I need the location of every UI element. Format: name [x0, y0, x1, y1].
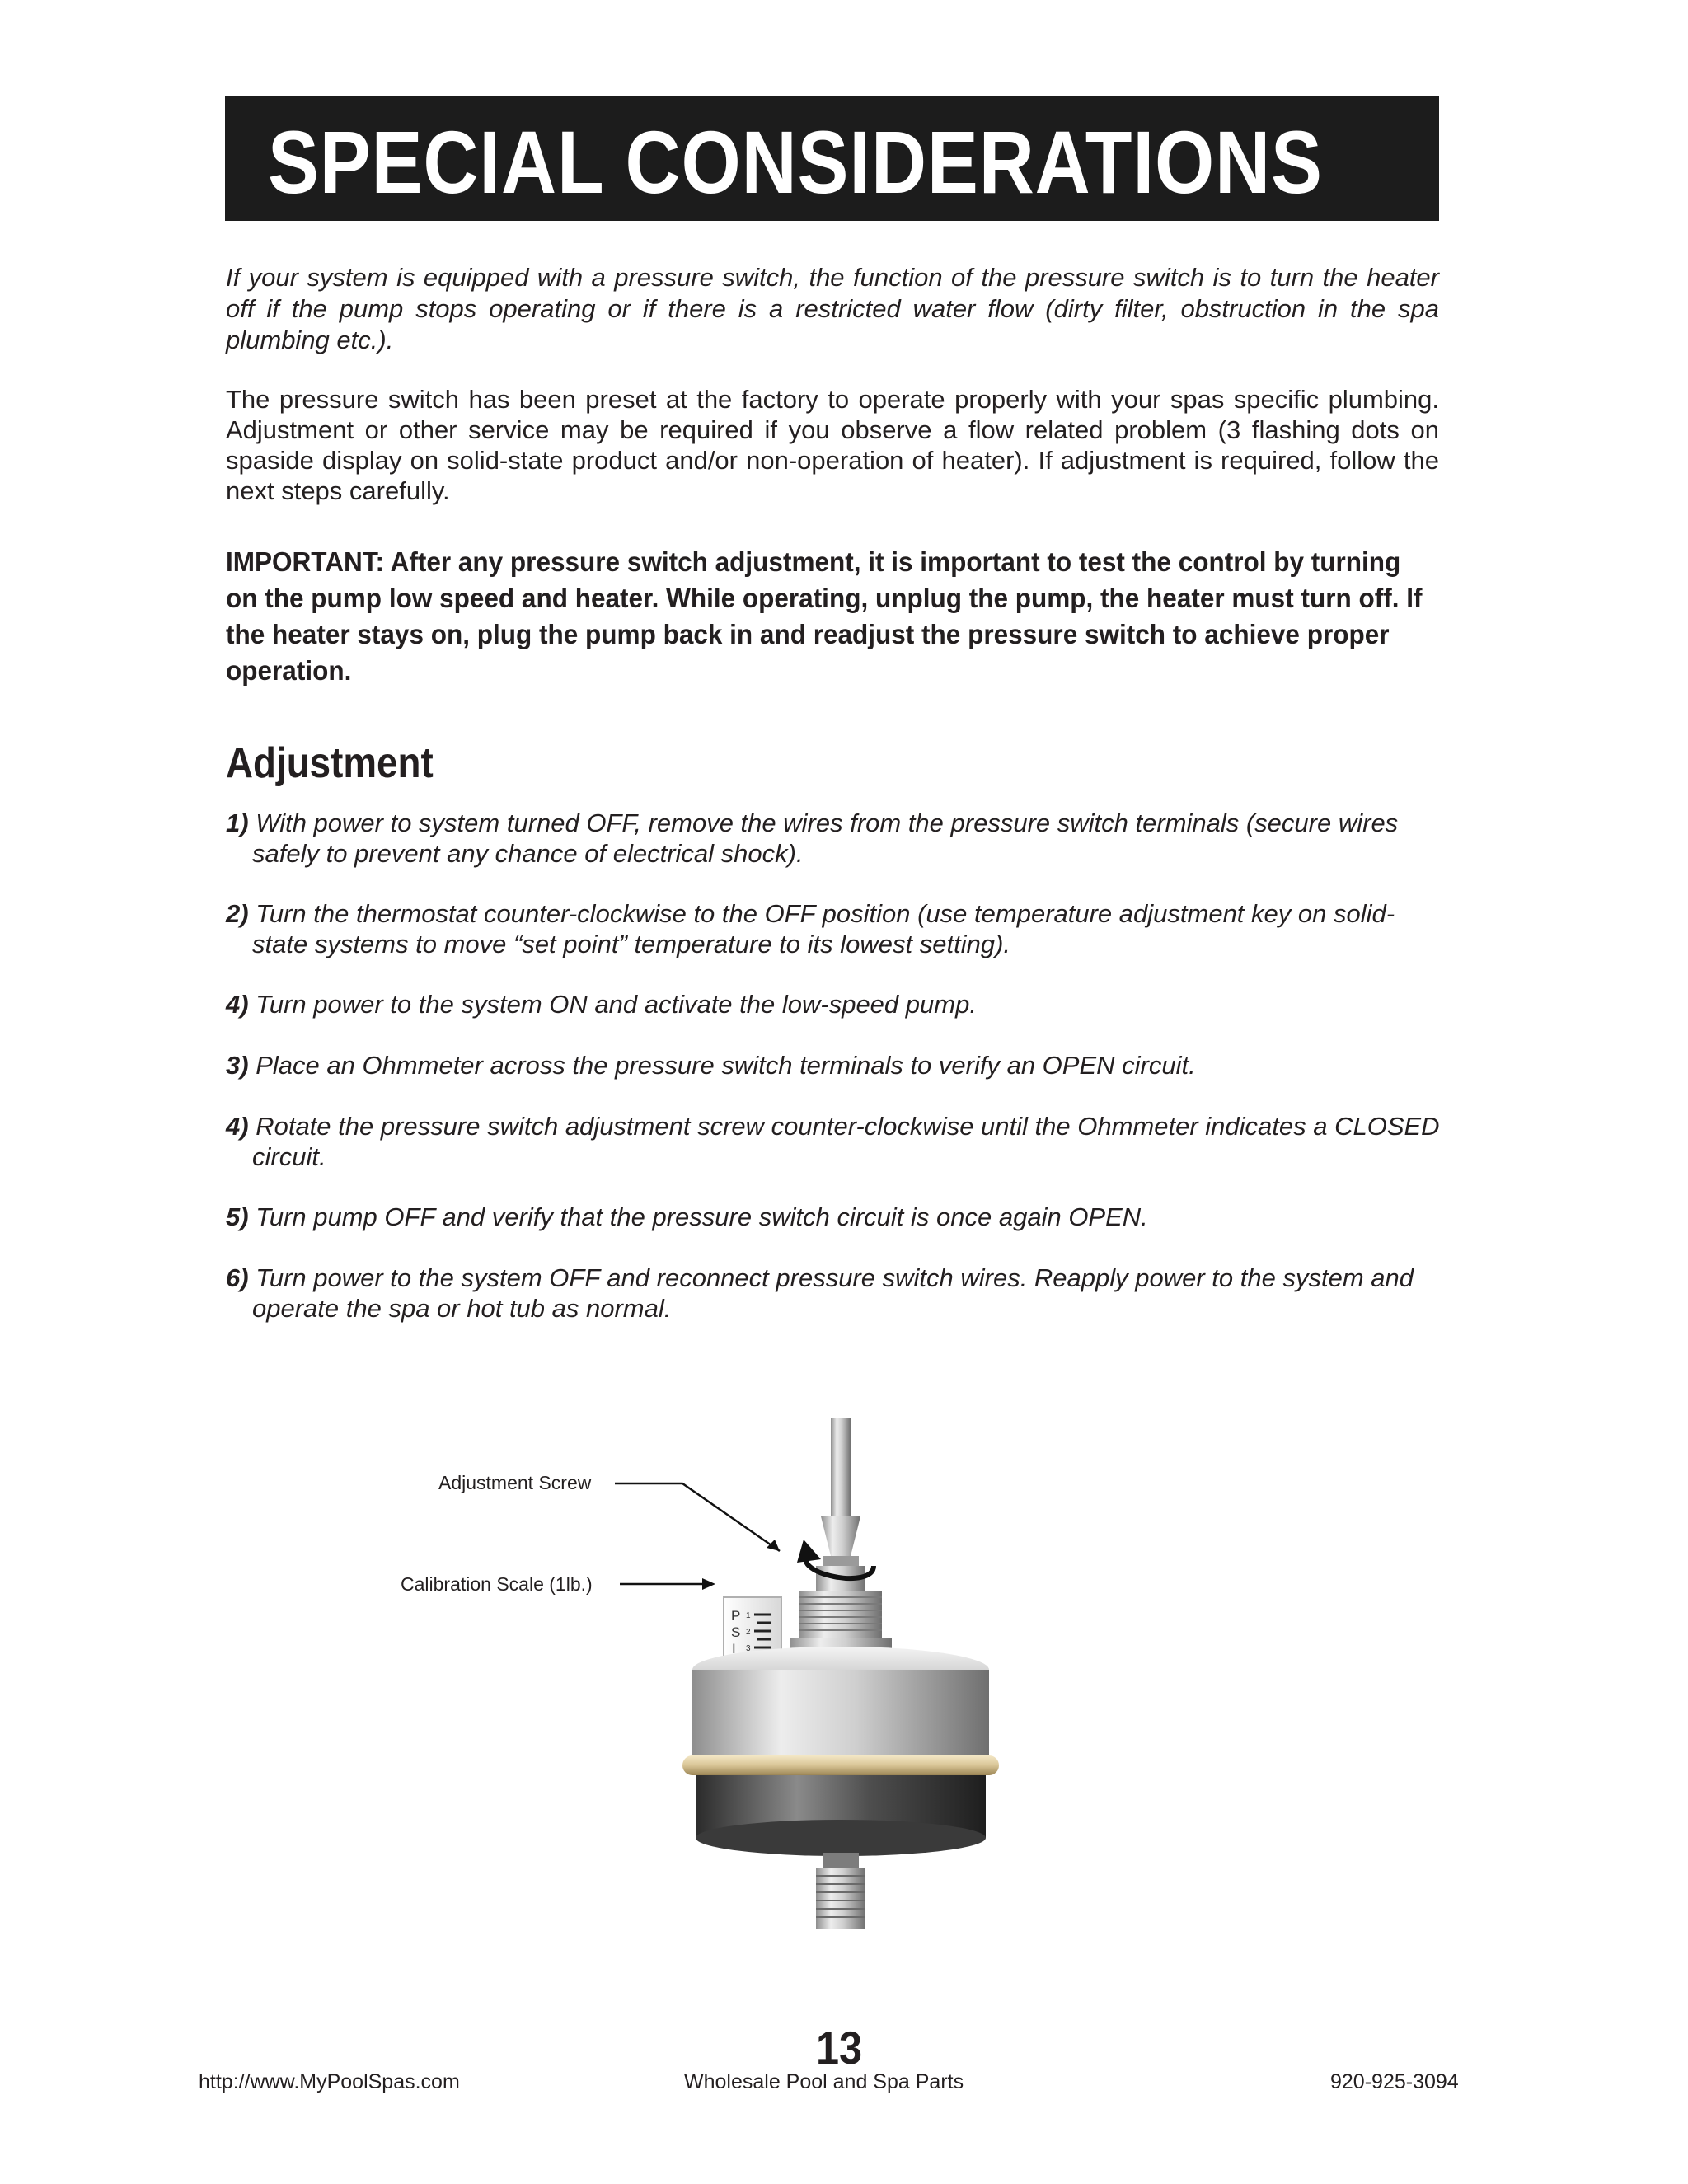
- step-text: Turn pump OFF and verify that the pressure switch circuit is once again OPEN.: [256, 1202, 1148, 1231]
- footer-tagline: Wholesale Pool and Spa Parts: [684, 2070, 964, 2093]
- step-number: 4): [226, 990, 249, 1019]
- factory-preset-paragraph: The pressure switch has been preset at the factory to operate properly with your spas specific plumbing. Adjustment or other service may be required if you observe a flow related problem (3 flashing dots on spaside display on solid-state product and/or non-operation of heater). If adjustment is required, follow the next steps carefully.: [226, 385, 1439, 505]
- scale-number: 2: [746, 1628, 751, 1637]
- step-text: Place an Ohmmeter across the pressure switch terminals to verify an OPEN circuit.: [256, 1051, 1196, 1080]
- bottom-fitting: [816, 1868, 865, 1929]
- step-text: Turn power to the system ON and activate the low-speed pump.: [256, 990, 977, 1019]
- adjustment-screw-label: Adjustment Screw: [438, 1472, 592, 1493]
- screwdriver-tip: [821, 1516, 860, 1556]
- switch-housing: [692, 1670, 989, 1757]
- screwdriver-shaft: [831, 1418, 851, 1516]
- step-number: 1): [226, 808, 249, 837]
- step-text: Turn power to the system OFF and reconnect pressure switch wires. Reapply power to the system and operate the spa or hot tub as normal.: [252, 1263, 1414, 1323]
- footer-phone: 920-925-3094: [1330, 2070, 1459, 2093]
- step-number: 5): [226, 1202, 249, 1231]
- adjustment-heading: Adjustment: [226, 739, 434, 787]
- scale-letter: S: [731, 1624, 741, 1640]
- step-item: [226, 1263, 1446, 1324]
- step-text: Turn the thermostat counter-clockwise to the OFF position (use temperature adjustment key on solid-state systems to move “set point” temperature to its lowest setting).: [252, 899, 1395, 958]
- step-item: [226, 1202, 1446, 1232]
- footer-website: http://www.MyPoolSpas.com: [199, 2070, 460, 2093]
- step-text: Rotate the pressure switch adjustment screw counter-clockwise until the Ohmmeter indicates a CLOSED circuit.: [252, 1112, 1440, 1171]
- page-number: 13: [816, 2022, 863, 2074]
- scale-number: 1: [746, 1611, 751, 1620]
- step-item: [226, 1050, 1446, 1080]
- step-item: [226, 808, 1446, 869]
- step-number: 3): [226, 1051, 249, 1080]
- calibration-scale-label: Calibration Scale (1lb.): [401, 1573, 593, 1595]
- step-number: 4): [226, 1112, 249, 1141]
- step-number: 6): [226, 1263, 249, 1292]
- pressure-switch-diagram: [379, 1401, 1055, 1937]
- sealing-ring: [682, 1755, 999, 1775]
- step-text: With power to system turned OFF, remove the wires from the pressure switch terminals (secure wires safely to prevent any chance of electrical shock).: [252, 808, 1399, 868]
- title-bar: [225, 96, 1439, 221]
- step-item: [226, 898, 1446, 959]
- step-number: 2): [226, 899, 249, 928]
- scale-letter: I: [732, 1641, 736, 1657]
- page-title: SPECIAL CONSIDERATIONS: [268, 112, 1323, 212]
- step-item: [226, 1111, 1446, 1172]
- screw-leader-line: [615, 1483, 780, 1551]
- intro-paragraph: If your system is equipped with a pressure switch, the function of the pressure switch is to turn the heater off if the pump stops operating or if there is a restricted water flow (dirty filter, obstruction in the spa plumbing etc.).: [226, 263, 1439, 354]
- important-notice: IMPORTANT: After any pressure switch adjustment, it is important to test the control by turning on the pump low speed and heater. While operating, unplug the pump, the heater must turn off. If the heater stays on, plug the pump back in and readjust the pressure switch to achieve proper operation.: [226, 546, 1423, 686]
- scale-letter: P: [731, 1608, 741, 1624]
- step-item: [226, 989, 1446, 1019]
- scale-number: 3: [746, 1644, 751, 1653]
